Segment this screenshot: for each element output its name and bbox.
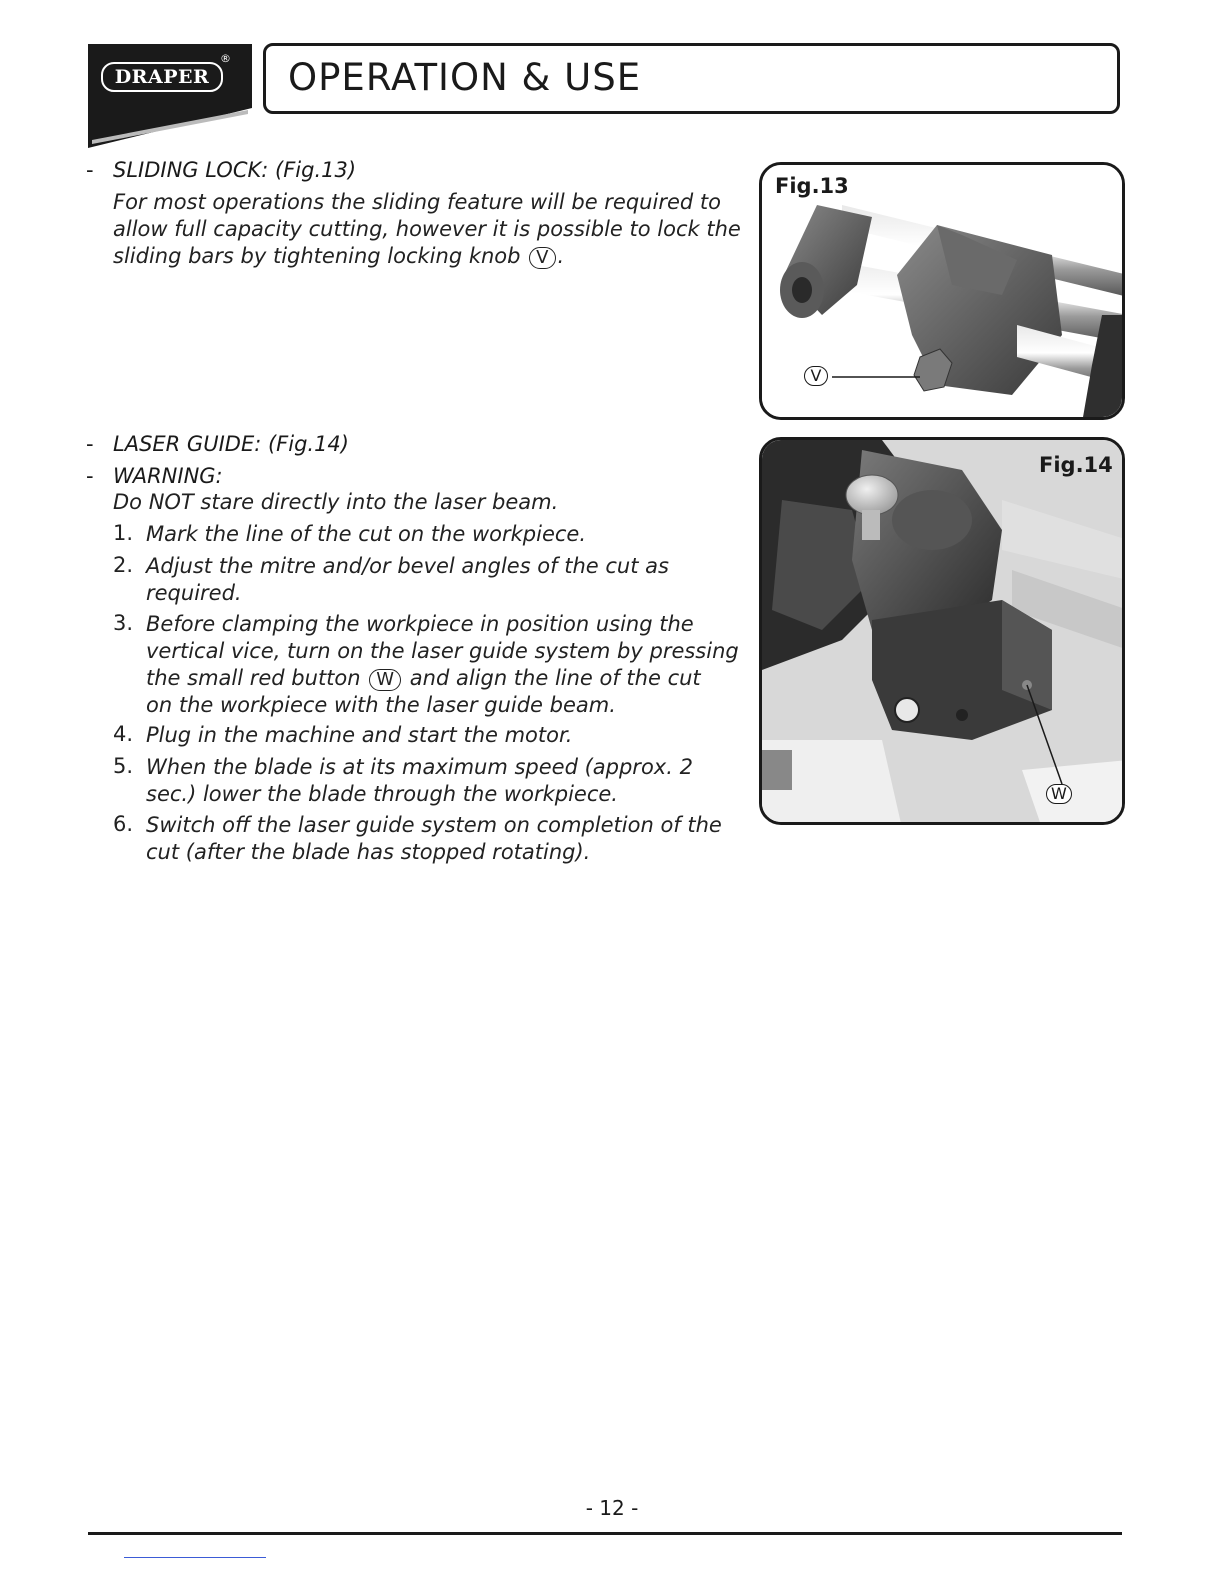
laser-guide-heading: LASER GUIDE: (Fig.14) <box>113 432 349 456</box>
text-line: Switch off the laser guide system on completion of the <box>146 813 722 837</box>
text-segment: and align the line of the cut <box>409 666 701 690</box>
step-text <box>146 553 669 607</box>
bullet-dash: - <box>86 158 94 182</box>
text-line: allow full capacity cutting, however it is possible to lock the <box>113 217 741 241</box>
warning-heading: WARNING: <box>113 464 223 488</box>
footer-rule <box>88 1532 1122 1535</box>
step-number: 2. <box>113 553 134 577</box>
step-number: 1. <box>113 521 134 545</box>
step-text <box>146 722 572 749</box>
warning-text: Do NOT stare directly into the laser beam. <box>113 490 559 514</box>
text-line: For most operations the sliding feature will be required to <box>113 190 721 214</box>
callout-w: W <box>1046 784 1072 804</box>
step-text <box>146 521 586 548</box>
text-line: Before clamping the workpiece in position using the <box>146 612 694 636</box>
step-number: 3. <box>113 611 134 635</box>
text-segment: sliding bars by tightening locking knob <box>113 244 521 268</box>
footer-link-underline <box>124 1557 266 1558</box>
figure-14-caption: Fig.14 <box>1039 453 1113 477</box>
page-number: - 12 - <box>585 1496 639 1520</box>
text-segment: . <box>557 244 565 268</box>
registered-mark: ® <box>220 52 231 65</box>
step-number: 5. <box>113 754 134 778</box>
text-line: vertical vice, turn on the laser guide system by pressing <box>146 639 739 663</box>
step-text <box>146 812 722 866</box>
text-line: required. <box>146 581 242 605</box>
brand-name: DRAPER <box>114 66 210 88</box>
text-line: When the blade is at its maximum speed (approx. 2 <box>146 755 693 779</box>
brand-logo <box>88 44 252 148</box>
bullet-dash: - <box>86 432 94 456</box>
text-line: on the workpiece with the laser guide beam. <box>146 693 616 717</box>
text-segment: the small red button <box>146 666 361 690</box>
figure-13 <box>759 162 1125 420</box>
page-title: OPERATION & USE <box>288 56 642 99</box>
text-line: sec.) lower the blade through the workpiece. <box>146 782 618 806</box>
laser-guide-photo <box>762 440 1125 825</box>
text-line <box>113 243 741 270</box>
text-line: Mark the line of the cut on the workpiece. <box>146 522 587 546</box>
sliding-lock-heading: SLIDING LOCK: (Fig.13) <box>113 158 357 182</box>
text-line <box>146 665 739 692</box>
page-title-box <box>263 43 1120 114</box>
callout-label-v: V <box>529 247 555 269</box>
text-line: Plug in the machine and start the motor. <box>146 723 573 747</box>
step-text <box>146 754 693 808</box>
text-line: cut (after the blade has stopped rotating). <box>146 840 591 864</box>
callout-label-w: W <box>369 669 401 691</box>
sliding-lock-body <box>113 189 741 270</box>
step-text <box>146 611 739 719</box>
callout-v: V <box>804 366 828 386</box>
text-line: Adjust the mitre and/or bevel angles of the cut as <box>146 554 669 578</box>
step-number: 6. <box>113 812 134 836</box>
figure-13-caption: Fig.13 <box>775 174 849 198</box>
bullet-dash: - <box>86 464 94 488</box>
figure-14 <box>759 437 1125 825</box>
step-number: 4. <box>113 722 134 746</box>
